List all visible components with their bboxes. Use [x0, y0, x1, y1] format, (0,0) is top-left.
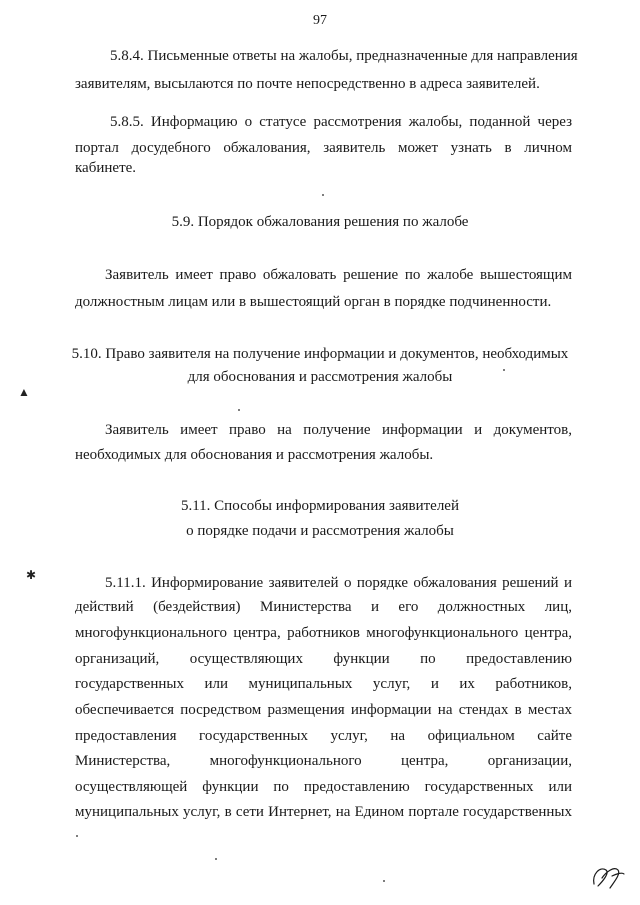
signature-initials [588, 862, 628, 892]
paragraph-5-10-line-2: необходимых для обоснования и рассмотрения жалобы. [75, 447, 434, 463]
paragraph-5-9-line-1: Заявитель имеет право обжаловать решение по жалобе вышестоящим [105, 267, 572, 283]
paragraph-5-11-1-line-8: Министерства, многофункционального центра, организации, [75, 753, 572, 769]
section-heading-5-9: 5.9. Порядок обжалования решения по жалобе [171, 214, 469, 230]
margin-mark-arrow-icon: ▲ [18, 385, 30, 399]
paragraph-5-8-5-line-2: портал досудебного обжалования, заявитель может узнать в личном [75, 140, 572, 156]
section-heading-5-11-line-1: 5.11. Способы информирования заявителей [180, 498, 459, 514]
scan-speck [76, 835, 78, 837]
paragraph-5-11-1-line-9: осуществляющей функции по предоставлению государственных или [75, 779, 572, 795]
margin-mark-star-icon: ✱ [26, 568, 37, 582]
paragraph-5-9-line-2: должностным лицам или в вышестоящий орган в порядке подчиненности. [75, 294, 552, 310]
paragraph-5-8-4-line-2: заявителям, высылаются по почте непосредственно в адреса заявителей. [75, 76, 540, 92]
paragraph-5-8-5-line-3: кабинете. [75, 160, 137, 176]
paragraph-5-11-1-line-10: муниципальных услуг, в сети Интернет, на Едином портале государственных [75, 804, 572, 820]
scan-speck [215, 858, 217, 860]
scan-speck [503, 369, 505, 371]
scan-speck [383, 880, 385, 882]
paragraph-5-8-4-line-1: 5.8.4. Письменные ответы на жалобы, предназначенные для направления [110, 48, 578, 64]
section-heading-5-10-line-2: для обоснования и рассмотрения жалобы [187, 369, 453, 385]
scan-speck [238, 409, 240, 411]
paragraph-5-11-1-line-4: организаций, осуществляющих функции по предоставлению [75, 651, 572, 667]
paragraph-5-11-1-line-7: предоставления государственных услуг, на официальном сайте [75, 728, 572, 744]
paragraph-5-11-1-line-5: государственных или муниципальных услуг, и их работников, [75, 676, 572, 692]
paragraph-5-11-1-line-3: многофункционального центра, работников многофункционального центра, [75, 625, 572, 641]
paragraph-5-10-line-1: Заявитель имеет право на получение информации и документов, [105, 422, 572, 438]
section-heading-5-10-line-1: 5.10. Право заявителя на получение информации и документов, необходимых [71, 346, 569, 362]
section-heading-5-11-line-2: о порядке подачи и рассмотрения жалобы [186, 523, 454, 539]
paragraph-5-11-1-line-2: действий (бездействия) Министерства и его должностных лиц, [75, 599, 572, 615]
paragraph-5-8-5-line-1: 5.8.5. Информацию о статусе рассмотрения жалобы, поданной через [110, 114, 572, 130]
paragraph-5-11-1-line-6: обеспечивается посредством размещения информации на стендах в местах [75, 702, 572, 718]
paragraph-5-11-1-line-1: 5.11.1. Информирование заявителей о порядке обжалования решений и [105, 575, 572, 591]
page-number: 97 [313, 13, 327, 28]
scan-speck [322, 194, 324, 196]
